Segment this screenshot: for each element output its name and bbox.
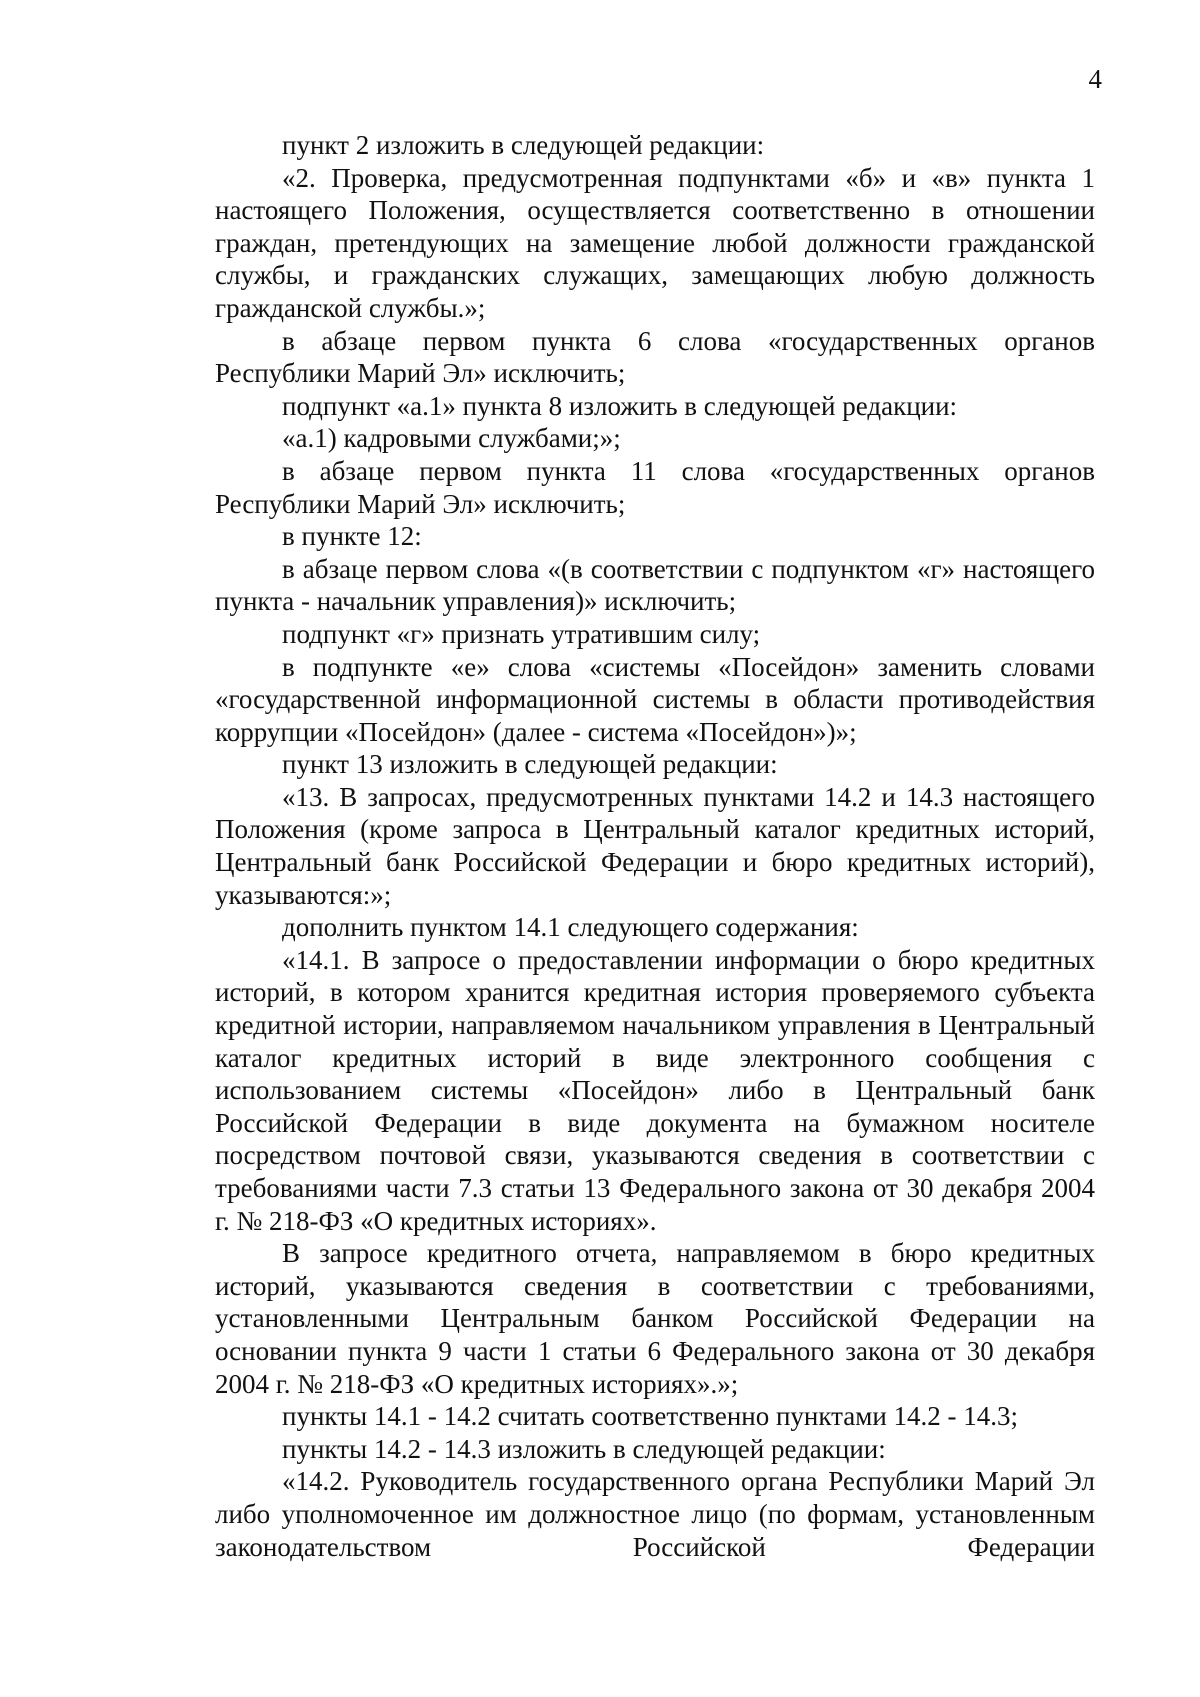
document-body: [215, 129, 1095, 1563]
paragraph-7: в пункте 12:: [282, 521, 422, 552]
paragraph-6: в абзаце первом пункта 11 слова «государственных органов Республики Марий Эл» исключить;: [215, 455, 1095, 519]
paragraph-3: в абзаце первом пункта 6 слова «государственных органов Республики Марий Эл» исключить;: [215, 325, 1095, 389]
paragraph-12: «13. В запросах, предусмотренных пунктами 14.2 и 14.3 настоящего Положения (кроме запроса в Центральный каталог кредитных историй, Центральный банк Российской Федерации и бюро кредитных историй), указываются:»;: [215, 781, 1095, 910]
paragraph-5: «а.1) кадровыми службами;»;: [282, 423, 621, 454]
paragraph-13: дополнить пунктом 14.1 следующего содержания:: [282, 912, 859, 943]
paragraph-15: В запросе кредитного отчета, направляемом в бюро кредитных историй, указываются сведения в соответствии с требованиями, установленными Центральным банком Российской Федерации на основании пункта 9 части 1 статьи 6 Федерального закона от 30 декабря 2004 г. № 218-ФЗ «О кредитных историях».»;: [215, 1238, 1095, 1399]
paragraph-8: в абзаце первом слова «(в соответствии с подпунктом «г» настоящего пункта - начальник управления)» исключить;: [215, 553, 1095, 617]
paragraph-18: «14.2. Руководитель государственного органа Республики Марий Эл либо уполномоченное им должностное лицо (по формам, установленным законодательством Российской Федерации: [215, 1466, 1095, 1562]
paragraph-14: «14.1. В запросе о предоставлении информации о бюро кредитных историй, в котором хранится кредитная история проверяемого субъекта кредитной истории, направляемом начальником управления в Центральный каталог кредитных историй в виде электронного сообщения с использованием системы «Посейдон» либо в Центральный банк Российской Федерации в виде документа на бумажном носителе посредством почтовой связи, указываются сведения в соответствии с требованиями части 7.3 статьи 13 Федерального закона от 30 декабря 2004 г. № 218-ФЗ «О кредитных историях».: [215, 944, 1095, 1236]
paragraph-4: подпункт «а.1» пункта 8 изложить в следующей редакции:: [282, 390, 958, 421]
paragraph-9: подпункт «г» признать утратившим силу;: [282, 618, 761, 649]
paragraph-17: пункты 14.2 - 14.3 изложить в следующей редакции:: [282, 1433, 886, 1464]
paragraph-16: пункты 14.1 - 14.2 считать соответственно пунктами 14.2 - 14.3;: [282, 1401, 1019, 1432]
paragraph-11: пункт 13 изложить в следующей редакции:: [282, 749, 778, 780]
paragraph-2: «2. Проверка, предусмотренная подпунктами «б» и «в» пункта 1 настоящего Положения, осуществляется соответственно в отношении граждан, претендующих на замещение любой должности гражданской службы, и гражданских служащих, замещающих любую должность гражданской службы.»;: [215, 162, 1095, 323]
page-number: 4: [1088, 64, 1102, 94]
paragraph-10: в подпункте «е» слова «системы «Посейдон» заменить словами «государственной информационной системы в области противодействия коррупции «Посейдон» (далее - система «Посейдон»)»;: [215, 651, 1095, 747]
paragraph-1: пункт 2 изложить в следующей редакции:: [282, 130, 765, 160]
